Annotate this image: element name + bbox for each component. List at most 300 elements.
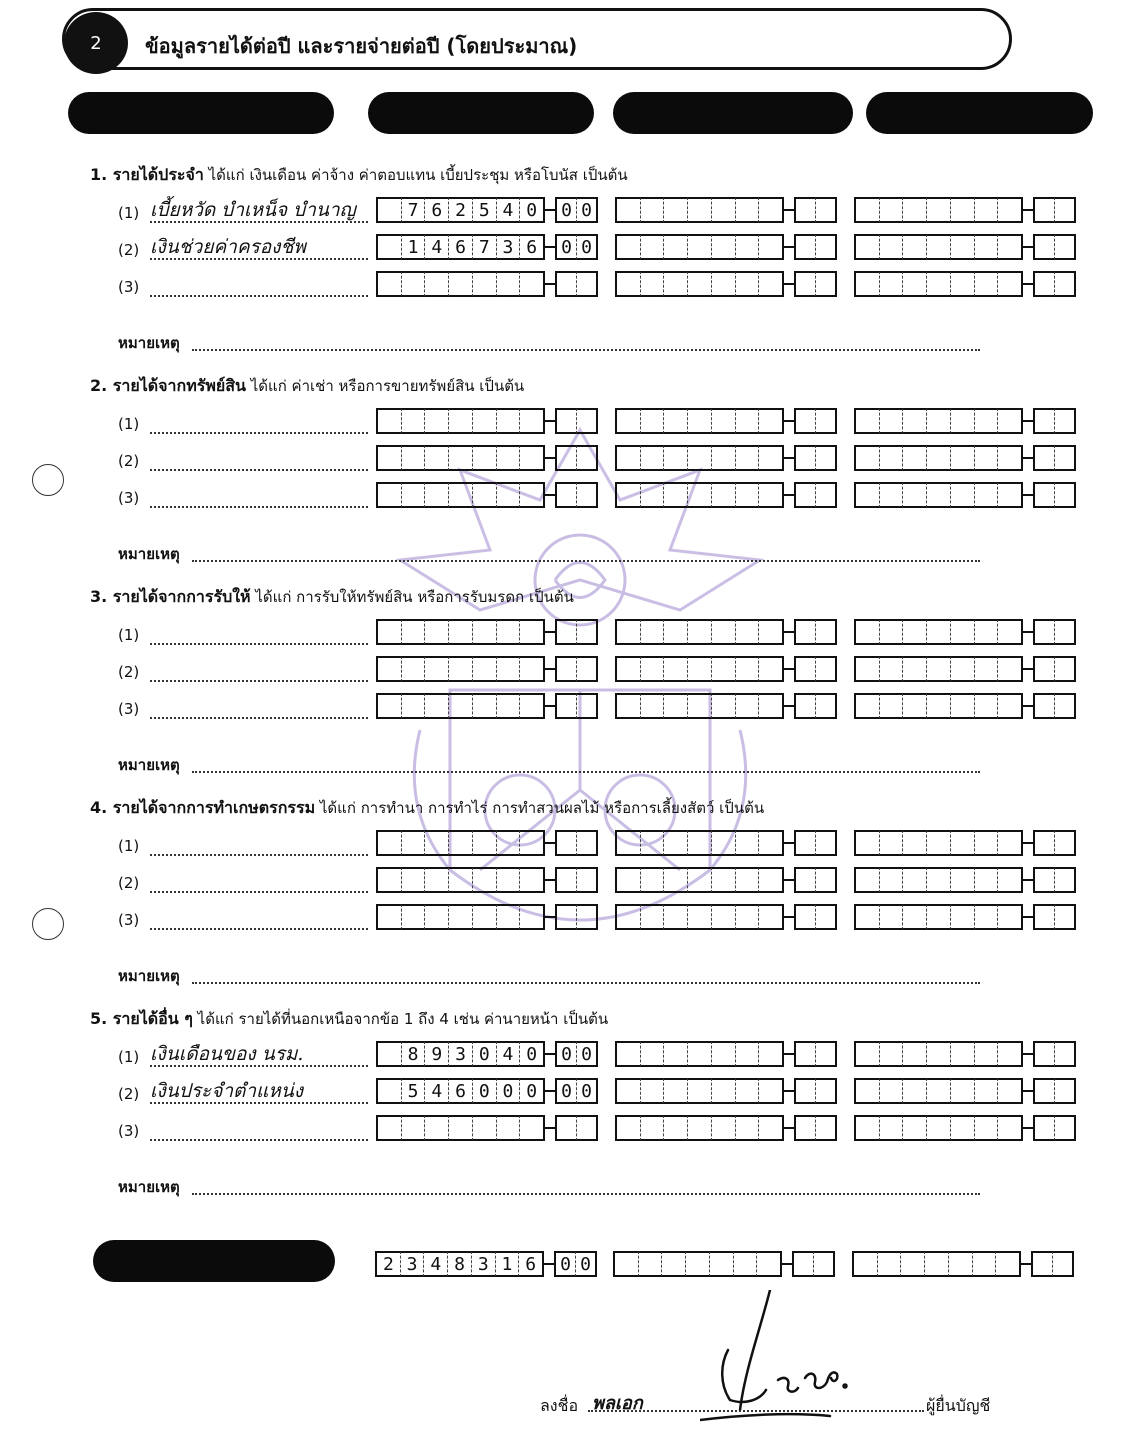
note-field[interactable] <box>192 755 980 773</box>
amount-digit-cell <box>950 482 974 508</box>
item-description-field[interactable] <box>150 273 368 297</box>
amount-field-spouse[interactable] <box>615 197 837 223</box>
amount-digit-cell <box>879 693 903 719</box>
item-description-field[interactable] <box>150 832 368 856</box>
section-title: ข้อมูลรายได้ต่อปี และรายจ่ายต่อปี (โดยประมาณ) <box>145 34 578 58</box>
amount-digit-cell <box>950 867 974 893</box>
satang-digit-cell: 0 <box>554 1251 575 1277</box>
amount-digit-cell <box>758 830 784 856</box>
amount-digit-cell <box>854 693 879 719</box>
amount-field-spouse[interactable] <box>615 693 837 719</box>
amount-digit-cell <box>950 197 974 223</box>
amount-digit-cell <box>663 1078 687 1104</box>
amount-field-child[interactable] <box>854 693 1076 719</box>
amount-digit-cell <box>758 693 784 719</box>
decimal-separator <box>1023 271 1033 297</box>
amount-digit-cell <box>735 619 759 645</box>
item-description-field[interactable]: เบี้ยหวัด บำเหน็จ บำนาญ <box>150 199 368 223</box>
satang-digit-cell <box>1033 693 1054 719</box>
amount-digit-cell <box>519 445 545 471</box>
amount-digit-cell <box>711 408 735 434</box>
satang-digit-cell <box>815 271 837 297</box>
amount-field-filer[interactable] <box>376 1041 598 1067</box>
satang-digit-cell <box>1054 656 1076 682</box>
amount-digit-cell <box>902 619 926 645</box>
amount-digit-cell <box>401 656 425 682</box>
amount-digit-cell <box>519 1115 545 1141</box>
amount-field-spouse[interactable] <box>615 234 837 260</box>
amount-digit-cell <box>902 445 926 471</box>
satang-digit-cell <box>576 619 598 645</box>
amount-digit-cell <box>950 656 974 682</box>
item-description-field[interactable] <box>150 621 368 645</box>
amount-digit-cell <box>735 408 759 434</box>
redacted-column-header-filer <box>368 92 594 134</box>
decimal-separator <box>784 693 794 719</box>
amount-field-filer[interactable] <box>376 656 598 682</box>
amount-digit-cell: 3 <box>448 1041 472 1067</box>
amount-digit-cell <box>376 830 401 856</box>
amount-field-child[interactable] <box>854 656 1076 682</box>
satang-digit-cell <box>576 830 598 856</box>
amount-field-filer[interactable] <box>376 408 598 434</box>
satang-digit-cell <box>794 830 815 856</box>
amount-digit-cell <box>758 904 784 930</box>
amount-digit-cell <box>879 867 903 893</box>
amount-digit-cell <box>472 1115 496 1141</box>
amount-digit-cell <box>613 1251 638 1277</box>
amount-digit-cell <box>854 482 879 508</box>
amount-digit-cell <box>879 271 903 297</box>
amount-digit-cell: 8 <box>401 1041 425 1067</box>
amount-digit-cell: 6 <box>519 234 545 260</box>
amount-digit-cell <box>997 656 1023 682</box>
satang-digit-cell <box>1033 1041 1054 1067</box>
amount-digit-cell <box>663 867 687 893</box>
decimal-separator <box>545 693 555 719</box>
amount-digit-cell <box>711 1078 735 1104</box>
amount-digit-cell <box>472 904 496 930</box>
item-description-field[interactable] <box>150 906 368 930</box>
amount-digit-cell <box>424 619 448 645</box>
amount-digit-cell <box>974 1115 998 1141</box>
amount-digit-cell <box>376 1078 401 1104</box>
amount-digit-cell <box>735 1041 759 1067</box>
amount-field-filer[interactable] <box>376 271 598 297</box>
section-heading <box>90 585 574 610</box>
satang-digit-cell <box>555 830 576 856</box>
amount-digit-cell <box>519 408 545 434</box>
amount-digit-cell <box>663 482 687 508</box>
note-field[interactable] <box>192 333 980 351</box>
amount-digit-cell <box>687 693 711 719</box>
amount-digit-cell <box>615 693 640 719</box>
amount-field-spouse[interactable] <box>615 904 837 930</box>
amount-field-child[interactable] <box>854 408 1076 434</box>
total-amount-child[interactable] <box>852 1251 1074 1277</box>
satang-digit-cell <box>794 619 815 645</box>
item-number-label: (1) <box>118 1048 140 1066</box>
amount-field-filer[interactable] <box>376 693 598 719</box>
amount-digit-cell <box>687 1078 711 1104</box>
amount-field-child[interactable] <box>854 271 1076 297</box>
satang-digit-cell <box>1054 830 1076 856</box>
satang-digit-cell <box>555 904 576 930</box>
amount-digit-cell <box>663 830 687 856</box>
amount-digit-cell <box>496 445 520 471</box>
total-amount-spouse[interactable] <box>613 1251 835 1277</box>
amount-field-filer[interactable] <box>376 619 598 645</box>
satang-digit-cell <box>1033 1078 1054 1104</box>
note-label: หมายเหตุ <box>118 967 180 985</box>
satang-digit-cell <box>1054 197 1076 223</box>
amount-digit-cell <box>401 867 425 893</box>
amount-digit-cell <box>854 1041 879 1067</box>
satang-digit-cell <box>1033 234 1054 260</box>
binder-hole-bottom <box>32 908 64 940</box>
amount-digit-cell: 5 <box>401 1078 425 1104</box>
amount-digit-cell <box>950 1078 974 1104</box>
satang-digit-cell <box>794 271 815 297</box>
amount-digit-cell <box>640 619 664 645</box>
amount-digit-cell: 4 <box>423 1251 447 1277</box>
item-number-label: (3) <box>118 489 140 507</box>
amount-digit-cell <box>735 271 759 297</box>
amount-digit-cell <box>519 656 545 682</box>
amount-field-child[interactable] <box>854 904 1076 930</box>
amount-digit-cell <box>615 197 640 223</box>
binder-hole-top <box>32 464 64 496</box>
amount-digit-cell <box>640 830 664 856</box>
amount-digit-cell <box>758 1115 784 1141</box>
amount-digit-cell <box>711 693 735 719</box>
item-description-field[interactable] <box>150 1117 368 1141</box>
amount-digit-cell: 3 <box>400 1251 424 1277</box>
satang-digit-cell <box>815 693 837 719</box>
amount-digit-cell <box>854 445 879 471</box>
amount-digit-cell <box>974 482 998 508</box>
amount-digit-cell <box>640 904 664 930</box>
note-field[interactable] <box>192 544 980 562</box>
decimal-separator <box>1023 1078 1033 1104</box>
amount-digit-cell <box>640 1041 664 1067</box>
amount-field-spouse[interactable] <box>615 271 837 297</box>
decimal-separator <box>545 234 555 260</box>
section-heading-title: 1. รายได้ประจำ <box>90 165 204 184</box>
amount-digit-cell <box>448 619 472 645</box>
item-number-label: (1) <box>118 837 140 855</box>
item-number-label: (2) <box>118 874 140 892</box>
amount-field-filer[interactable] <box>376 1078 598 1104</box>
amount-digit-cell <box>735 867 759 893</box>
amount-digit-cell <box>640 482 664 508</box>
amount-digit-cell <box>640 271 664 297</box>
redacted-column-header-label <box>68 92 334 134</box>
decimal-separator <box>1023 482 1033 508</box>
amount-digit-cell <box>852 1251 877 1277</box>
decimal-separator <box>1023 445 1033 471</box>
amount-digit-cell <box>663 904 687 930</box>
amount-digit-cell <box>902 830 926 856</box>
amount-digit-cell <box>615 619 640 645</box>
satang-digit-cell <box>555 408 576 434</box>
amount-field-child[interactable] <box>854 197 1076 223</box>
satang-digit-cell <box>794 234 815 260</box>
amount-digit-cell <box>687 445 711 471</box>
item-description-field[interactable] <box>150 484 368 508</box>
amount-digit-cell: 7 <box>401 197 425 223</box>
amount-digit-cell <box>472 482 496 508</box>
amount-field-spouse[interactable] <box>615 619 837 645</box>
amount-field-child[interactable] <box>854 830 1076 856</box>
amount-digit-cell <box>950 271 974 297</box>
amount-digit-cell <box>615 1078 640 1104</box>
amount-field-spouse[interactable] <box>615 830 837 856</box>
decimal-separator <box>545 619 555 645</box>
item-description-field[interactable]: เงินเดือนของ นรม. <box>150 1043 368 1067</box>
amount-field-filer[interactable] <box>376 1115 598 1141</box>
amount-digit-cell <box>663 271 687 297</box>
amount-digit-cell <box>902 234 926 260</box>
amount-digit-cell <box>519 904 545 930</box>
amount-digit-cell <box>687 482 711 508</box>
amount-digit-cell <box>615 867 640 893</box>
amount-digit-cell: 4 <box>424 234 448 260</box>
amount-field-filer[interactable] <box>376 445 598 471</box>
amount-digit-cell <box>758 656 784 682</box>
decimal-separator <box>544 1251 554 1277</box>
amount-digit-cell <box>472 830 496 856</box>
amount-digit-cell <box>663 1115 687 1141</box>
section-heading <box>90 796 764 821</box>
satang-digit-cell <box>815 445 837 471</box>
amount-digit-cell <box>448 445 472 471</box>
amount-field-child[interactable] <box>854 1115 1076 1141</box>
satang-digit-cell <box>815 1115 837 1141</box>
satang-digit-cell <box>794 1041 815 1067</box>
amount-digit-cell <box>472 445 496 471</box>
amount-digit-cell <box>376 693 401 719</box>
item-number-label: (3) <box>118 700 140 718</box>
amount-digit-cell <box>735 1115 759 1141</box>
amount-digit-cell <box>687 1041 711 1067</box>
amount-field-spouse[interactable] <box>615 1115 837 1141</box>
section-number-badge: 2 <box>64 12 128 74</box>
amount-field-child[interactable] <box>854 445 1076 471</box>
amount-digit-cell <box>997 693 1023 719</box>
note-field[interactable] <box>192 966 980 984</box>
amount-digit-cell <box>735 234 759 260</box>
satang-digit-cell <box>555 656 576 682</box>
amount-digit-cell <box>663 234 687 260</box>
amount-digit-cell <box>424 482 448 508</box>
amount-digit-cell <box>496 656 520 682</box>
total-amount-filer[interactable] <box>375 1251 597 1277</box>
amount-field-spouse[interactable] <box>615 656 837 682</box>
amount-digit-cell <box>997 271 1023 297</box>
amount-digit-cell <box>640 408 664 434</box>
amount-digit-cell <box>376 271 401 297</box>
satang-digit-cell <box>1054 482 1076 508</box>
amount-digit-cell: 1 <box>401 234 425 260</box>
amount-digit-cell <box>854 408 879 434</box>
amount-digit-cell <box>615 830 640 856</box>
amount-field-spouse[interactable] <box>615 867 837 893</box>
satang-digit-cell: 0 <box>576 197 598 223</box>
decimal-separator <box>545 830 555 856</box>
amount-field-spouse[interactable] <box>615 445 837 471</box>
decimal-separator <box>782 1251 792 1277</box>
amount-digit-cell <box>615 1041 640 1067</box>
amount-digit-cell <box>735 656 759 682</box>
decimal-separator <box>784 830 794 856</box>
amount-digit-cell: 5 <box>472 197 496 223</box>
satang-digit-cell <box>576 445 598 471</box>
amount-digit-cell <box>376 197 401 223</box>
amount-digit-cell <box>926 867 950 893</box>
amount-digit-cell <box>687 619 711 645</box>
amount-digit-cell <box>615 904 640 930</box>
decimal-separator <box>1023 1115 1033 1141</box>
amount-digit-cell <box>879 830 903 856</box>
amount-digit-cell <box>711 867 735 893</box>
amount-digit-cell <box>735 830 759 856</box>
amount-digit-cell <box>424 693 448 719</box>
amount-digit-cell <box>733 1251 757 1277</box>
decimal-separator <box>545 271 555 297</box>
satang-digit-cell <box>576 271 598 297</box>
amount-digit-cell <box>448 271 472 297</box>
amount-digit-cell <box>519 693 545 719</box>
amount-field-spouse[interactable] <box>615 408 837 434</box>
item-description-field[interactable] <box>150 695 368 719</box>
amount-field-child[interactable] <box>854 1041 1076 1067</box>
satang-digit-cell <box>794 904 815 930</box>
amount-digit-cell <box>758 234 784 260</box>
satang-digit-cell <box>576 904 598 930</box>
amount-digit-cell: 1 <box>495 1251 519 1277</box>
decimal-separator <box>1023 904 1033 930</box>
satang-digit-cell <box>794 445 815 471</box>
amount-digit-cell <box>974 271 998 297</box>
amount-digit-cell <box>997 830 1023 856</box>
satang-digit-cell <box>576 867 598 893</box>
amount-digit-cell <box>924 1251 948 1277</box>
amount-digit-cell <box>615 656 640 682</box>
section-heading-title: 4. รายได้จากการทำเกษตรกรรม <box>90 798 316 817</box>
amount-digit-cell <box>663 197 687 223</box>
amount-digit-cell <box>926 619 950 645</box>
amount-field-filer[interactable] <box>376 482 598 508</box>
amount-digit-cell <box>448 408 472 434</box>
amount-digit-cell <box>448 693 472 719</box>
decimal-separator <box>784 1115 794 1141</box>
amount-field-spouse[interactable] <box>615 1078 837 1104</box>
amount-digit-cell <box>950 1115 974 1141</box>
amount-field-filer[interactable] <box>376 904 598 930</box>
amount-digit-cell <box>472 867 496 893</box>
decimal-separator <box>545 1041 555 1067</box>
amount-digit-cell <box>950 445 974 471</box>
satang-digit-cell <box>794 656 815 682</box>
amount-digit-cell <box>496 904 520 930</box>
amount-digit-cell: 8 <box>447 1251 471 1277</box>
satang-digit-cell <box>1033 271 1054 297</box>
amount-digit-cell <box>519 830 545 856</box>
amount-digit-cell <box>854 867 879 893</box>
amount-digit-cell <box>615 271 640 297</box>
satang-digit-cell: 0 <box>555 1078 576 1104</box>
satang-digit-cell <box>1054 234 1076 260</box>
amount-digit-cell <box>472 656 496 682</box>
amount-field-filer[interactable] <box>376 830 598 856</box>
amount-field-child[interactable] <box>854 234 1076 260</box>
decimal-separator <box>545 1078 555 1104</box>
amount-digit-cell <box>974 1078 998 1104</box>
amount-digit-cell <box>854 234 879 260</box>
item-description-field[interactable]: เงินช่วยค่าครองชีพ <box>150 236 368 260</box>
amount-field-child[interactable] <box>854 867 1076 893</box>
amount-digit-cell <box>615 1115 640 1141</box>
amount-digit-cell <box>854 904 879 930</box>
amount-digit-cell <box>638 1251 662 1277</box>
amount-field-child[interactable] <box>854 482 1076 508</box>
redacted-total-label <box>93 1240 335 1282</box>
amount-digit-cell <box>997 867 1023 893</box>
amount-digit-cell <box>758 867 784 893</box>
satang-digit-cell <box>555 1115 576 1141</box>
note-label: หมายเหตุ <box>118 1178 180 1196</box>
decimal-separator <box>784 656 794 682</box>
item-number-label: (1) <box>118 415 140 433</box>
amount-field-filer[interactable] <box>376 197 598 223</box>
amount-digit-cell <box>900 1251 924 1277</box>
amount-digit-cell <box>758 197 784 223</box>
amount-field-child[interactable] <box>854 1078 1076 1104</box>
item-description-field[interactable] <box>150 869 368 893</box>
item-description-field[interactable] <box>150 410 368 434</box>
amount-digit-cell <box>401 830 425 856</box>
amount-digit-cell <box>711 656 735 682</box>
amount-digit-cell <box>640 1078 664 1104</box>
amount-field-filer[interactable] <box>376 867 598 893</box>
amount-digit-cell <box>663 445 687 471</box>
amount-digit-cell <box>854 830 879 856</box>
amount-digit-cell <box>974 656 998 682</box>
note-field[interactable] <box>192 1177 980 1195</box>
satang-digit-cell <box>794 197 815 223</box>
section-heading-description: ได้แก่ เงินเดือน ค่าจ้าง ค่าตอบแทน เบี้ยประชุม หรือโบนัส เป็นต้น <box>203 166 628 184</box>
amount-field-filer[interactable] <box>376 234 598 260</box>
amount-digit-cell <box>687 830 711 856</box>
amount-field-child[interactable] <box>854 619 1076 645</box>
item-description-field[interactable] <box>150 658 368 682</box>
amount-field-spouse[interactable] <box>615 1041 837 1067</box>
amount-digit-cell <box>902 1078 926 1104</box>
amount-digit-cell <box>972 1251 996 1277</box>
amount-digit-cell <box>926 271 950 297</box>
amount-field-spouse[interactable] <box>615 482 837 508</box>
satang-digit-cell: 0 <box>576 1041 598 1067</box>
amount-digit-cell <box>424 408 448 434</box>
amount-digit-cell <box>376 445 401 471</box>
amount-digit-cell <box>640 1115 664 1141</box>
amount-digit-cell <box>997 1115 1023 1141</box>
item-description-field[interactable] <box>150 447 368 471</box>
item-description-field[interactable]: เงินประจำตำแหน่ง <box>150 1080 368 1104</box>
amount-digit-cell <box>711 234 735 260</box>
amount-digit-cell <box>687 1115 711 1141</box>
